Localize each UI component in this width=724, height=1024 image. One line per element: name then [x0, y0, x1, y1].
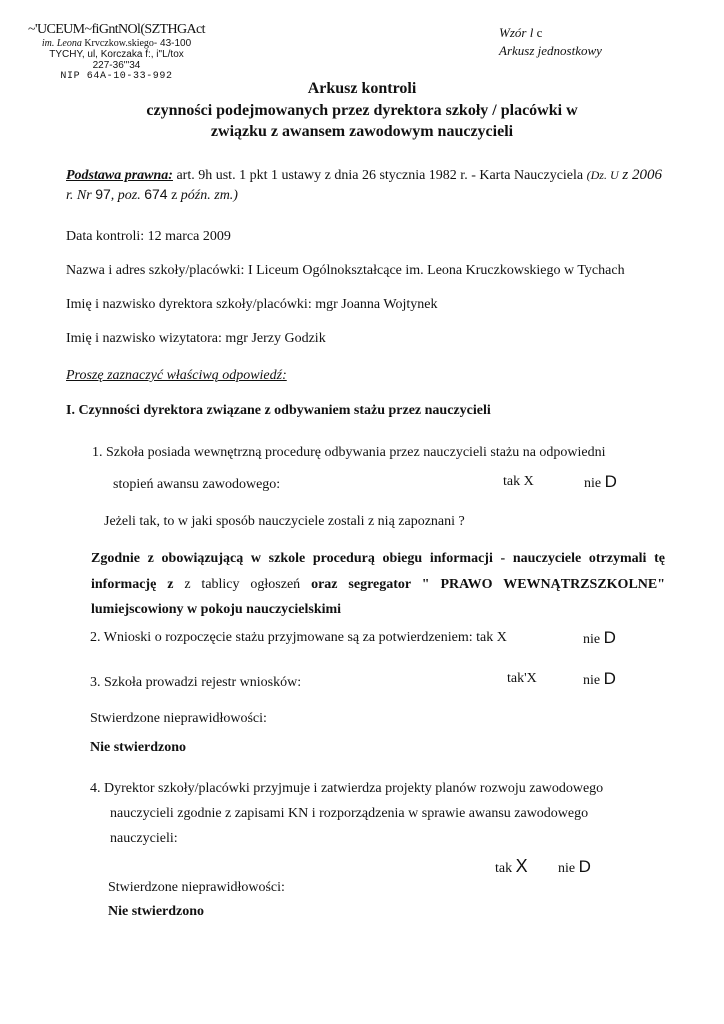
question-3: 3. Szkoła prowadzi rejestr wniosków: — [90, 675, 302, 690]
question-1-answer-line-3: lumiejscowiony w pokoju nauczycielskimi — [91, 602, 342, 617]
question-4-line-1: 4. Dyrektor szkoły/placówki przyjmuje i zatwierdza projekty planów rozwoju zawodowego — [90, 781, 604, 796]
document-title-line-2: czynności podejmowanych przez dyrektora szkoły / placówki w — [146, 102, 578, 119]
stamp-line-3: TYCHY, ul, Korczaka f:, i"L/tox — [49, 49, 184, 60]
legal-basis-line-1: Podstawa prawna: art. 9h ust. 1 pkt 1 ustawy z dnia 26 stycznia 1982 r. - Karta Nauczyciela (Dz. U z 2006 — [66, 167, 662, 183]
question-3-irregularities-value: Nie stwierdzono — [90, 740, 187, 755]
question-3-irregularities-label: Stwierdzone nieprawidłowości: — [90, 711, 267, 726]
question-3-no: nie D — [583, 669, 616, 688]
question-1-answer-line-2: informację z z tablicy ogłoszeń oraz segregator " PRAWO WEWNĄTRZSZKOLNE" — [91, 577, 666, 592]
question-1-followup: Jeżeli tak, to w jaki sposób nauczyciele zostali z nią zapoznani ? — [104, 514, 465, 529]
question-1-no: nie D — [584, 472, 617, 491]
school-name-address: Nazwa i adres szkoły/placówki: I Liceum Ogólnokształcące im. Leona Kruczkowskiego w Tychach — [66, 263, 625, 278]
stamp-line-1: ~'UCEUM~fiGntNOl(SZTHGAct — [28, 22, 205, 37]
section-1-heading: I. Czynności dyrektora związane z odbywaniem stażu przez nauczycieli — [66, 403, 491, 418]
stamp-line-2: im. Leona Krvczkow.skiego- 43-100 — [41, 38, 192, 49]
document-title: Arkusz kontroli — [307, 80, 417, 97]
document-title-line-3: związku z awansem zawodowym nauczycieli — [210, 123, 514, 140]
stamp-line-4: 227-36"'34 — [92, 60, 141, 71]
question-1-answer-line-1: Zgodnie z obowiązującą w szkole procedurą obiegu informacji - nauczyciele otrzymali tę — [91, 551, 665, 566]
question-4-line-2: nauczycieli zgodnie z zapisami KN i rozporządzenia w sprawie awansu zawodowego — [110, 806, 589, 821]
form-label-line-1: Wzór l c — [499, 25, 543, 40]
legal-basis-line-2: r. Nr 97, poz. 674 z późn. zm.) — [66, 186, 238, 203]
inspector-name: Imię i nazwisko wizytatora: mgr Jerzy Godzik — [66, 331, 326, 346]
school-stamp — [14, 22, 219, 82]
question-4-line-3: nauczycieli: — [110, 831, 178, 846]
inspection-date: Data kontroli: 12 marca 2009 — [66, 229, 231, 244]
director-name: Imię i nazwisko dyrektora szkoły/placówki: mgr Joanna Wojtynek — [66, 297, 438, 312]
question-1-yes: tak X — [503, 474, 534, 489]
question-4-yes: tak X — [495, 856, 528, 876]
question-4-irregularities-label: Stwierdzone nieprawidłowości: — [108, 880, 285, 895]
instruction: Proszę zaznaczyć właściwą odpowiedź: — [66, 368, 287, 383]
question-2: 2. Wnioski o rozpoczęcie stażu przyjmowane są za potwierdzeniem: tak X — [90, 630, 507, 645]
question-4-irregularities-value: Nie stwierdzono — [108, 904, 205, 919]
stamp-line-5: NIP 64A-10-33-992 — [60, 71, 173, 82]
question-1-line-1: 1. Szkoła posiada wewnętrzną procedurę odbywania przez nauczycieli stażu na odpowiedni — [92, 445, 606, 460]
question-1-line-2: stopień awansu zawodowego: — [113, 477, 281, 492]
question-2-no: nie D — [583, 628, 616, 647]
form-label-line-2: Arkusz jednostkowy — [499, 43, 602, 58]
question-4-no: nie D — [558, 857, 591, 876]
question-3-yes: tak'X — [507, 671, 537, 686]
form-label — [499, 24, 602, 60]
